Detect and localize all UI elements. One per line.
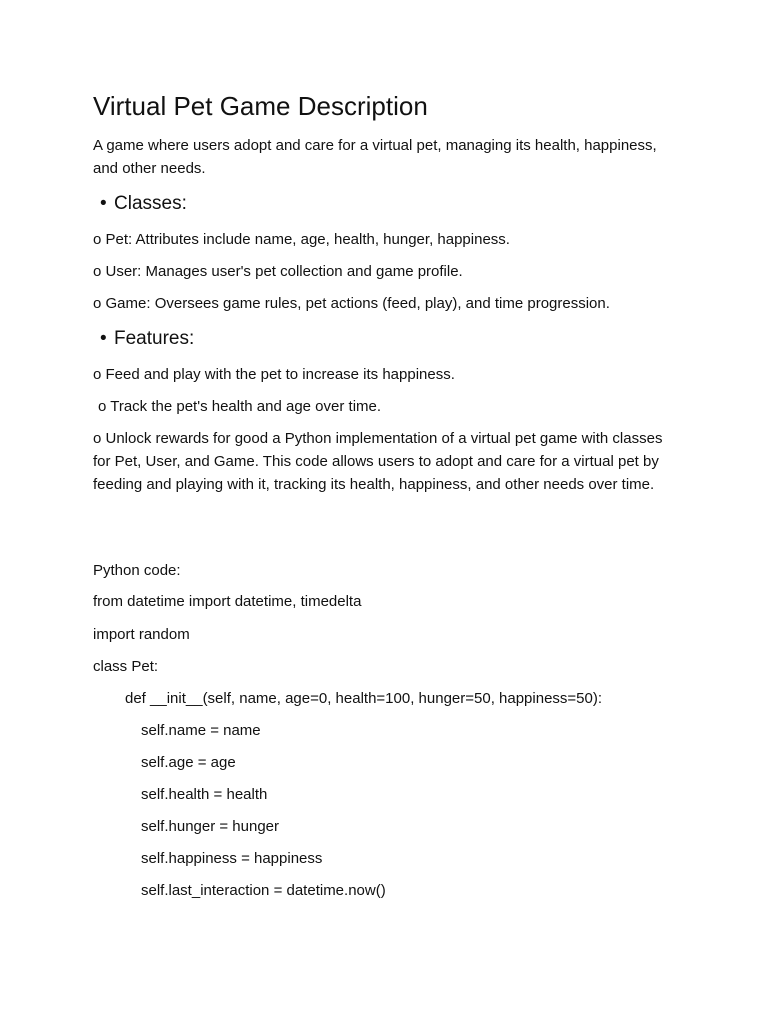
code-line: import random: [93, 626, 190, 643]
code-line: self.hunger = hunger: [141, 818, 280, 835]
code-line: self.name = name: [141, 722, 261, 739]
code-line: class Pet:: [93, 658, 159, 675]
code-line: self.last_interaction = datetime.now(): [141, 882, 386, 899]
classes-heading-label: Classes:: [114, 193, 187, 214]
code-line: self.health = health: [141, 786, 268, 803]
code-line: from datetime import datetime, timedelta: [93, 593, 362, 610]
class-item-game: o Game: Oversees game rules, pet actions (feed, play), and time progression.: [93, 295, 610, 312]
document-title: Virtual Pet Game Description: [93, 91, 428, 121]
feature-item-feed: o Feed and play with the pet to increase its happiness.: [93, 366, 455, 383]
intro-paragraph: A game where users adopt and care for a virtual pet, managing its health, happiness, and other needs.: [93, 137, 657, 177]
bullet-icon: •: [100, 328, 107, 349]
code-label: Python code:: [93, 562, 181, 579]
feature-item-track: o Track the pet's health and age over time.: [98, 398, 382, 415]
features-heading-label: Features:: [114, 328, 195, 349]
class-item-user: o User: Manages user's pet collection and game profile.: [93, 263, 463, 280]
class-item-pet: o Pet: Attributes include name, age, health, hunger, happiness.: [93, 231, 510, 248]
features-heading: [100, 326, 194, 352]
code-line: self.happiness = happiness: [141, 850, 323, 867]
bullet-icon: •: [100, 193, 107, 214]
code-line: def __init__(self, name, age=0, health=100, hunger=50, happiness=50):: [125, 690, 603, 707]
feature-item-unlock: o Unlock rewards for good a Python implementation of a virtual pet game with classes for Pet, User, and Game. This code allows users to adopt and care for a virtual pet by feeding and playing with it, tracking its health, happiness, and other needs over time.: [93, 430, 663, 493]
code-line: self.age = age: [141, 754, 236, 771]
classes-heading: [100, 191, 187, 217]
